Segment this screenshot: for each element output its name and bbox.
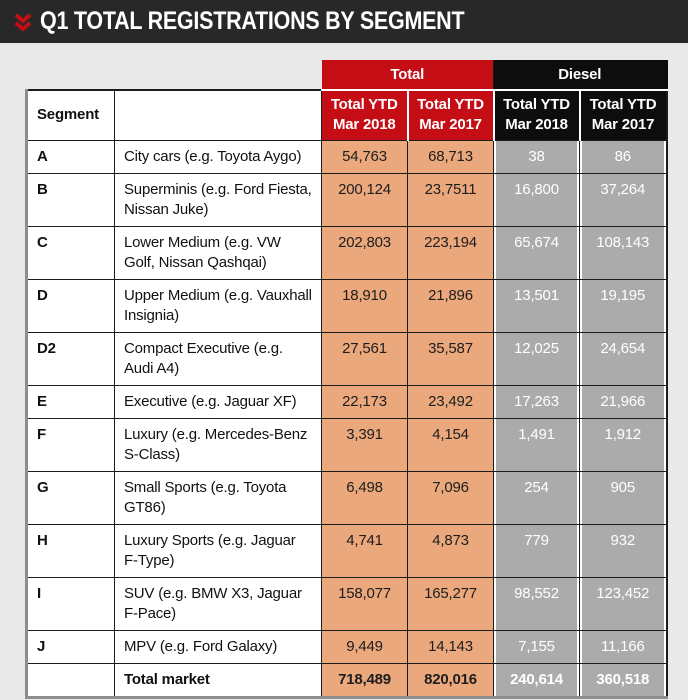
description-cell: Superminis (e.g. Ford Fiesta, Nissan Juke) [115,173,322,226]
value-cell: 718,489 [322,663,408,697]
segment-cell: H [27,524,115,577]
column-header-diesel-ytd-2018: Total YTD Mar 2018 [494,90,580,140]
value-cell: 22,173 [322,385,408,418]
column-header-diesel-ytd-2017: Total YTD Mar 2017 [580,90,667,140]
value-cell: 23,492 [408,385,494,418]
segment-cell: D [27,279,115,332]
table-row [27,630,667,663]
segment-column-header: Segment [27,90,115,140]
group-header-total: Total [322,60,494,90]
segment-cell: G [27,471,115,524]
value-cell: 4,154 [408,418,494,471]
value-cell: 21,896 [408,279,494,332]
description-cell: Total market [115,663,322,697]
value-cell: 108,143 [580,226,667,279]
column-header-total-ytd-2017: Total YTD Mar 2017 [408,90,494,140]
value-cell: 38 [494,140,580,173]
table-row [27,418,667,471]
value-cell: 4,741 [322,524,408,577]
value-cell: 1,491 [494,418,580,471]
value-cell: 3,391 [322,418,408,471]
value-cell: 24,654 [580,332,667,385]
description-cell: Small Sports (e.g. Toyota GT86) [115,471,322,524]
value-cell: 7,155 [494,630,580,663]
description-cell: Lower Medium (e.g. VW Golf, Nissan Qashqai) [115,226,322,279]
value-cell: 905 [580,471,667,524]
value-cell: 16,800 [494,173,580,226]
value-cell: 200,124 [322,173,408,226]
table-row [27,173,667,226]
value-cell: 68,713 [408,140,494,173]
segment-cell: C [27,226,115,279]
description-cell: MPV (e.g. Ford Galaxy) [115,630,322,663]
value-cell: 1,912 [580,418,667,471]
description-column-header [115,90,322,140]
segment-cell: F [27,418,115,471]
title-bar [0,0,688,43]
group-header-diesel: Diesel [494,60,667,90]
table-row [27,279,667,332]
header-spacer [27,60,322,90]
value-cell: 86 [580,140,667,173]
table-row [27,385,667,418]
value-cell: 23,7511 [408,173,494,226]
value-cell: 98,552 [494,577,580,630]
table-row [27,226,667,279]
value-cell: 779 [494,524,580,577]
description-cell: Luxury (e.g. Mercedes-Benz S-Class) [115,418,322,471]
column-header-total-ytd-2018: Total YTD Mar 2018 [322,90,408,140]
double-chevron-down-icon [13,12,33,32]
value-cell: 12,025 [494,332,580,385]
segment-cell: D2 [27,332,115,385]
segment-cell [27,663,115,697]
description-cell: City cars (e.g. Toyota Aygo) [115,140,322,173]
table-row [27,471,667,524]
description-cell: Upper Medium (e.g. Vauxhall Insignia) [115,279,322,332]
value-cell: 254 [494,471,580,524]
value-cell: 932 [580,524,667,577]
value-cell: 223,194 [408,226,494,279]
description-cell: SUV (e.g. BMW X3, Jaguar F-Pace) [115,577,322,630]
value-cell: 240,614 [494,663,580,697]
value-cell: 21,966 [580,385,667,418]
value-cell: 27,561 [322,332,408,385]
registrations-table [25,60,668,699]
value-cell: 19,195 [580,279,667,332]
value-cell: 158,077 [322,577,408,630]
value-cell: 13,501 [494,279,580,332]
table-row [27,140,667,173]
value-cell: 37,264 [580,173,667,226]
description-cell: Executive (e.g. Jaguar XF) [115,385,322,418]
value-cell: 6,498 [322,471,408,524]
table-body [27,140,667,697]
column-header-row [27,90,667,140]
value-cell: 18,910 [322,279,408,332]
value-cell: 65,674 [494,226,580,279]
value-cell: 14,143 [408,630,494,663]
description-cell: Luxury Sports (e.g. Jaguar F-Type) [115,524,322,577]
table-row [27,577,667,630]
value-cell: 123,452 [580,577,667,630]
total-row [27,663,667,697]
page-title: Q1 TOTAL REGISTRATIONS BY SEGMENT [40,7,465,35]
value-cell: 820,016 [408,663,494,697]
group-header-row [27,60,667,90]
value-cell: 11,166 [580,630,667,663]
value-cell: 9,449 [322,630,408,663]
table-row [27,332,667,385]
segment-cell: A [27,140,115,173]
value-cell: 4,873 [408,524,494,577]
value-cell: 7,096 [408,471,494,524]
segment-cell: J [27,630,115,663]
value-cell: 360,518 [580,663,667,697]
segment-cell: I [27,577,115,630]
value-cell: 35,587 [408,332,494,385]
value-cell: 17,263 [494,385,580,418]
segment-cell: B [27,173,115,226]
table-row [27,524,667,577]
value-cell: 54,763 [322,140,408,173]
value-cell: 165,277 [408,577,494,630]
description-cell: Compact Executive (e.g. Audi A4) [115,332,322,385]
segment-cell: E [27,385,115,418]
value-cell: 202,803 [322,226,408,279]
